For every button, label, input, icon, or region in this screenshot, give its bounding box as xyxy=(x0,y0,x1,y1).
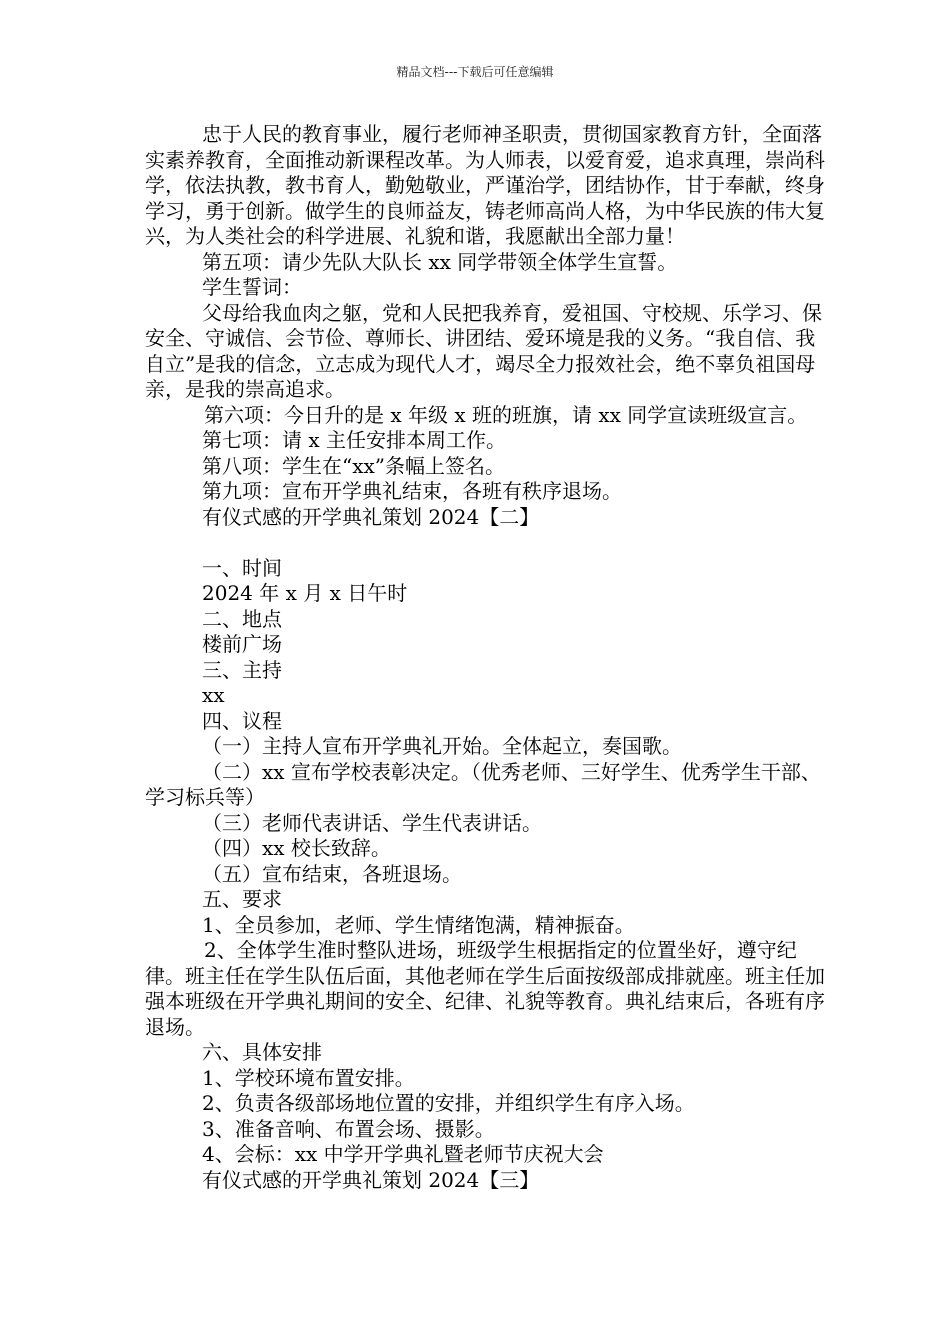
section-title-two: 有仪式感的开学典礼策划 2024【二】 xyxy=(202,504,540,529)
arrangement-1: 1、学校环境布置安排。 xyxy=(202,1065,415,1090)
section-title-three: 有仪式感的开学典礼策划 2024【三】 xyxy=(202,1167,540,1192)
heading-location: 二、地点 xyxy=(202,606,282,631)
item-nine: 第九项：宣布开学典礼结束，各班有秩序退场。 xyxy=(202,479,622,503)
host-value: xx xyxy=(202,683,225,707)
agenda-item-5: （五）宣布结束，各班退场。 xyxy=(202,861,462,886)
item-six: 第六项：今日升的是 x 年级 x 班的班旗，请 xx 同学宣读班级宣言。 xyxy=(204,402,808,427)
item-five: 第五项：请少先队大队长 xx 同学带领全体学生宣誓。 xyxy=(202,249,678,274)
agenda-item-1: （一）主持人宣布开学典礼开始。全体起立，奏国歌。 xyxy=(202,734,682,758)
student-oath-paragraph: 父母给我血肉之躯，党和人民把我养育，爱祖国、守校规、乐学习、保安全、守诚信、会节俭、尊师长、讲团结、爱环境是我的义务。“我自信、我自立”是我的信念，立志成为现代人才，竭尽全力报效社会，绝不辜负祖国母亲，是我的崇高追求。 xyxy=(145,300,822,401)
location-value: 楼前广场 xyxy=(202,632,282,656)
agenda-item-3: （三）老师代表讲话、学生代表讲话。 xyxy=(202,810,542,835)
document-body xyxy=(145,122,825,1193)
requirement-1: 1、全员参加，老师、学生情绪饱满，精神振奋。 xyxy=(202,912,635,937)
blank-line xyxy=(145,530,825,556)
time-value: 2024 年 x 月 x 日午时 xyxy=(202,581,408,605)
item-eight: 第八项：学生在“xx”条幅上签名。 xyxy=(202,453,506,478)
heading-host: 三、主持 xyxy=(202,657,282,682)
oath-teacher-paragraph: 忠于人民的教育事业，履行老师神圣职责，贯彻国家教育方针，全面落实素养教育，全面推动新课程改革。为人师表，以爱育爱，追求真理，崇尚科学，依法执教，教书育人，勤勉敬业，严谨治学，团结协作，甘于奉献，终身学习，勇于创新。做学生的良师益友，铸老师高尚人格，为中华民族的伟大复兴，为人类社会的科学进展、礼貌和谐，我愿献出全部力量！ xyxy=(145,122,825,248)
heading-requirements: 五、要求 xyxy=(202,887,282,911)
agenda-item-2: （二）xx 宣布学校表彰决定。（优秀老师、三好学生、优秀学生干部、学习标兵等） xyxy=(145,759,821,809)
item-seven: 第七项：请 x 主任安排本周工作。 xyxy=(202,428,506,452)
arrangement-4: 4、会标：xx 中学开学典礼暨老师节庆祝大会 xyxy=(202,1142,604,1166)
arrangement-2: 2、负责各级部场地位置的安排，并组织学生有序入场。 xyxy=(202,1091,695,1115)
requirement-2: 2、全体学生准时整队进场，班级学生根据指定的位置坐好，遵守纪律。班主任在学生队伍后面，其他老师在学生后面按级部成排就座。班主任加强本班级在开学典礼期间的安全、纪律、礼貌等教育。典礼结束后，各班有序退场。 xyxy=(145,938,825,1039)
heading-time: 一、时间 xyxy=(202,555,282,580)
student-oath-heading: 学生誓词： xyxy=(202,275,302,299)
agenda-item-4: （四）xx 校长致辞。 xyxy=(202,836,391,860)
heading-agenda: 四、议程 xyxy=(202,708,282,733)
page-header: 精品文档---下载后可任意编辑 xyxy=(396,65,554,79)
arrangement-3: 3、准备音响、布置会场、摄影。 xyxy=(202,1116,495,1141)
heading-arrangement: 六、具体安排 xyxy=(202,1040,322,1064)
